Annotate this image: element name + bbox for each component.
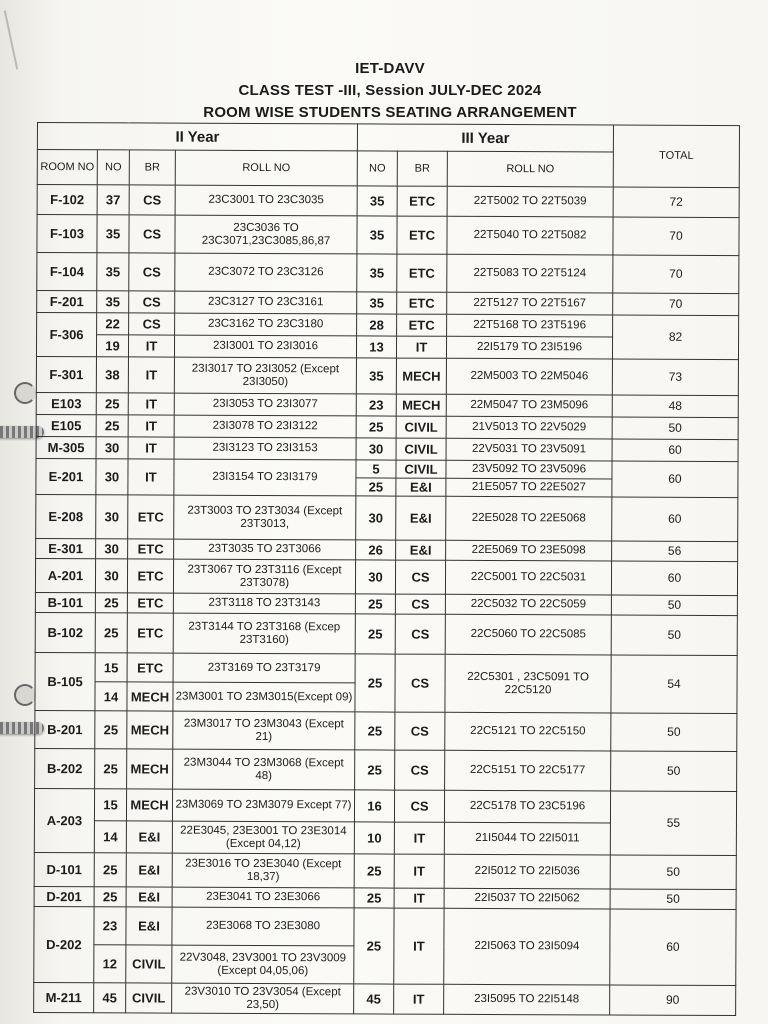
year2-branch-cell: CIVIL [126,945,172,983]
seating-table [33,122,740,1016]
room-number-cell: B-201 [35,710,95,748]
year3-count-cell: 30 [356,496,396,540]
year2-branch-cell: CS [129,185,175,215]
year3-branch-cell: IT [394,888,444,908]
year2-roll-cell: 23I3123 TO 23I3153 [174,437,356,460]
year2-roll-cell: 23C3162 TO 23C3180 [175,313,357,336]
room-number-cell: E-201 [36,458,96,494]
year3-count-cell: 23 [356,394,396,416]
table-row [36,356,738,395]
year2-branch-cell: CS [129,291,175,313]
year3-branch-cell: CS [395,712,445,750]
year3-roll-cell: 22V5031 TO 23V5091 [446,438,612,461]
year3-roll-cell: 22C5060 TO 22C5085 [445,614,611,655]
year3-count-cell: 35 [357,216,397,254]
year3-count-cell: 35 [357,292,397,314]
year3-roll-cell: 23I5095 TO 22I5148 [444,984,610,1015]
total-cell: 50 [611,713,737,752]
punch-hole [14,382,36,404]
year3-branch-cell: ETC [397,254,447,292]
year2-count-cell: 23 [94,907,126,945]
year3-count-cell: 25 [356,416,396,438]
table-row [35,612,737,655]
year3-branch-cell: IT [394,854,444,888]
year3-count-cell: 30 [356,438,396,460]
total-cell: 73 [612,359,738,396]
year2-roll-cell: 23E3016 TO 23E3040 (Except 18,37) [172,853,354,888]
total-cell: 56 [612,541,738,562]
year2-roll-cell: 23T3169 TO 23T3179 [173,653,355,683]
year3-count-cell: 45 [354,984,394,1014]
year3-count-cell: 16 [354,790,394,822]
table-row [36,494,738,541]
seating-rows [34,185,740,1016]
total-cell: 50 [611,751,737,792]
year2-branch-cell: ETC [127,653,173,682]
year3-roll-cell: 22T5168 TO 23T5196 [447,314,613,337]
table-row [37,313,739,338]
year3-count-cell: 25 [355,750,395,790]
table-row [36,414,738,439]
year-2-header: II Year [37,123,357,151]
year2-roll-cell: 23T3003 TO 23T3034 (Except 23T3013, [174,495,356,540]
no-header: NO [357,151,397,186]
year2-count-cell: 37 [97,185,129,215]
table-row [34,852,736,889]
year3-roll-cell: 22I5012 TO 22I5036 [444,854,610,889]
year3-roll-cell: 21I5044 TO 22I5011 [444,822,610,855]
year3-roll-cell: 22I5063 TO 23I5094 [444,908,610,985]
year2-count-cell: 14 [94,821,126,853]
year3-count-cell: 10 [354,822,394,854]
room-number-cell: A-201 [35,558,95,592]
roll-no-header: ROLL NO [447,151,613,187]
year2-branch-cell: MECH [126,789,172,821]
room-number-cell: E105 [36,414,96,436]
room-no-header: ROOM NO [37,150,97,185]
table-row [34,906,736,947]
year2-branch-cell: E&I [126,821,172,853]
paper-fold-mark [4,10,18,69]
year3-count-cell: 35 [357,254,397,292]
year3-count-cell: 25 [354,854,394,888]
total-cell: 82 [612,315,738,360]
year2-count-cell: 15 [94,789,126,821]
year2-roll-cell: 23I3017 TO 23I3052 (Except 23I3050) [174,357,356,394]
year2-roll-cell: 23C3127 TO 23C3161 [175,291,357,314]
year3-count-cell: 5 [356,460,396,478]
punch-hole [14,684,36,706]
year2-branch-cell: CIVIL [126,983,172,1013]
total-cell: 60 [612,439,738,462]
branch-header: BR [129,150,175,185]
year2-count-cell: 25 [96,415,128,437]
year2-branch-cell: ETC [127,593,173,613]
year2-branch-cell: IT [128,335,174,357]
table-row [35,748,737,791]
year2-roll-cell: 23C3072 TO 23C3126 [175,253,357,292]
total-cell: 50 [610,889,736,910]
total-cell: 55 [610,791,736,856]
year3-branch-cell: ETC [397,186,447,216]
year2-count-cell: 25 [95,711,127,749]
year3-branch-cell: CS [394,790,444,822]
year3-roll-cell: 22T5127 TO 22T5167 [447,292,613,315]
roll-no-header: ROLL NO [175,150,357,186]
year3-count-cell: 35 [356,358,396,394]
table-row [35,558,737,595]
arrangement-title: ROOM WISE STUDENTS SEATING ARRANGEMENT [203,104,577,121]
room-number-cell: E-208 [36,494,96,538]
year3-count-cell: 25 [356,478,396,496]
year3-branch-cell: ETC [397,216,447,254]
year2-branch-cell: MECH [127,682,173,711]
room-number-cell: B-105 [35,652,95,710]
year2-branch-cell: ETC [127,559,173,593]
year2-count-cell: 25 [94,887,126,907]
year3-count-cell: 35 [357,186,397,216]
year2-roll-cell: 23E3068 TO 23E3080 [172,907,354,946]
year3-roll-cell: 22C5178 TO 23C5196 [444,790,610,823]
year2-branch-cell: E&I [126,887,172,907]
year3-branch-cell: MECH [396,358,446,394]
year3-roll-cell: 22T5040 TO 22T5082 [447,216,613,255]
year3-branch-cell: CS [395,560,445,594]
year2-count-cell: 38 [96,357,128,393]
year2-branch-cell: IT [128,415,174,437]
year3-branch-cell: CS [395,750,445,790]
year3-roll-cell: 22C5001 TO 22C5031 [445,560,611,595]
year2-count-cell: 30 [96,437,128,459]
year2-count-cell: 30 [96,459,128,495]
year2-count-cell: 25 [94,853,126,887]
test-session-title: CLASS TEST -III, Session JULY-DEC 2024 [238,82,542,99]
year2-roll-cell: 23T3035 TO 23T3066 [174,539,356,560]
room-number-cell: D-201 [34,886,94,906]
year2-count-cell: 45 [94,983,126,1013]
year3-roll-cell: 22I5179 TO 23I5196 [446,336,612,359]
year2-branch-cell: ETC [128,495,174,539]
table-row [35,652,737,684]
room-number-cell: A-203 [34,788,94,852]
total-cell: 70 [613,293,739,316]
year2-count-cell: 19 [96,335,128,357]
total-cell: 90 [610,985,736,1016]
year3-branch-cell: IT [394,822,444,854]
year2-roll-cell: 23I3154 TO 23I3179 [174,459,356,496]
room-number-cell: B-102 [35,612,95,652]
year2-roll-cell: 23I3053 TO 23I3077 [174,393,356,416]
year2-roll-cell: 22E3045, 23E3001 TO 23E3014 (Except 04,12) [172,821,354,854]
room-number-cell: M-211 [34,982,94,1012]
year2-count-cell: 14 [95,682,127,711]
year2-roll-cell: 23I3001 TO 23I3016 [174,335,356,358]
year3-count-cell: 25 [355,712,395,750]
total-cell: 60 [612,461,738,498]
year3-branch-cell: IT [396,336,446,358]
total-cell: 50 [612,417,738,440]
year2-count-cell: 15 [95,653,127,682]
total-cell: 60 [612,497,738,542]
year3-roll-cell: 22I5037 TO 22I5062 [444,888,610,909]
year3-count-cell: 26 [356,540,396,560]
year2-roll-cell: 23E3041 TO 23E3066 [172,887,354,908]
room-number-cell: F-102 [37,185,97,215]
year2-count-cell: 35 [97,291,129,313]
year2-count-cell: 25 [95,613,127,653]
year2-count-cell: 35 [97,215,129,253]
total-header: TOTAL [613,125,739,188]
year3-branch-cell: E&I [396,478,446,496]
year3-count-cell: 28 [357,314,397,336]
total-cell: 50 [611,595,737,616]
total-cell: 50 [610,855,736,890]
year2-roll-cell: 22V3048, 23V3001 TO 23V3009 (Except 04,05,06) [172,945,354,984]
year3-branch-cell: CIVIL [396,438,446,460]
year3-roll-cell: 22T5083 TO 22T5124 [447,254,613,293]
room-number-cell: F-306 [36,313,96,357]
year2-branch-cell: E&I [126,853,172,887]
table-row [37,291,739,316]
total-cell: 54 [611,655,737,714]
table-row [37,253,739,294]
year3-branch-cell: MECH [396,394,446,416]
year3-branch-cell: IT [394,984,444,1014]
total-cell: 60 [611,561,737,596]
year-3-header: III Year [357,124,613,152]
year3-roll-cell: 21V5013 TO 22V5029 [446,416,612,439]
year2-count-cell: 35 [97,253,129,291]
room-number-cell: E103 [36,392,96,414]
branch-header: BR [397,151,447,186]
total-cell: 48 [612,395,738,418]
year3-roll-cell: 22C5301 , 23C5091 TO 22C5120 [445,654,611,713]
year2-roll-cell: 23I3078 TO 23I3122 [174,415,356,438]
year3-branch-cell: CS [395,614,445,654]
year2-roll-cell: 23C3036 TO 23C3071,23C3085,86,87 [175,215,357,254]
year2-count-cell: 30 [96,495,128,539]
year3-branch-cell: ETC [397,314,447,336]
room-number-cell: D-101 [34,852,94,886]
year3-count-cell: 25 [354,888,394,908]
year2-branch-cell: ETC [127,613,173,653]
institute-name: IET-DAVV [355,60,425,77]
total-cell: 70 [613,217,739,256]
year2-branch-cell: CS [129,215,175,253]
year3-count-cell: 25 [355,654,395,712]
table-row [37,185,739,218]
total-cell: 60 [610,909,736,986]
year3-roll-cell: 21E5057 TO 22E5027 [446,478,612,497]
year2-branch-cell: IT [128,437,174,459]
year2-roll-cell: 23M3069 TO 23M3079 Except 77) [172,789,354,822]
table-row [36,392,738,417]
year2-roll-cell: 23T3067 TO 23T3116 (Except 23T3078) [173,559,355,594]
year3-roll-cell: 22M5047 TO 23M5096 [446,394,612,417]
table-row [34,788,736,823]
year3-count-cell: 25 [355,614,395,654]
year3-roll-cell: 22T5002 TO 22T5039 [447,186,613,217]
year3-roll-cell: 22C5032 TO 22C5059 [445,594,611,615]
year2-branch-cell: MECH [127,749,173,789]
year2-roll-cell: 23M3017 TO 23M3043 (Except 21) [173,711,355,750]
year3-branch-cell: E&I [396,496,446,540]
year2-roll-cell: 23V3010 TO 23V3054 (Except 23,50) [172,983,354,1014]
table-row [36,458,738,479]
year2-roll-cell: 23M3044 TO 23M3068 (Except 48) [173,749,355,790]
document-header [40,58,740,124]
year2-branch-cell: IT [128,393,174,415]
year2-count-cell: 12 [94,945,126,983]
year3-count-cell: 25 [354,908,394,984]
year3-count-cell: 30 [355,560,395,594]
room-number-cell: B-101 [35,592,95,612]
room-number-cell: F-104 [37,253,97,291]
year2-roll-cell: 23T3118 TO 23T3143 [173,593,355,614]
total-cell: 72 [613,187,739,218]
year3-branch-cell: CIVIL [396,416,446,438]
year3-branch-cell: CS [395,594,445,614]
year3-branch-cell: ETC [397,292,447,314]
year2-count-cell: 22 [97,313,129,335]
year2-branch-cell: MECH [127,711,173,749]
year3-roll-cell: 22E5069 TO 23E5098 [446,540,612,561]
year2-branch-cell: E&I [126,907,172,945]
year2-branch-cell: IT [128,357,174,393]
year2-branch-cell: ETC [128,539,174,559]
year3-branch-cell: E&I [396,540,446,560]
total-cell: 50 [611,615,737,656]
year2-roll-cell: 23M3001 TO 23M3015(Except 09) [173,682,355,712]
year2-count-cell: 25 [96,393,128,415]
year3-roll-cell: 22C5151 TO 22C5177 [445,750,611,791]
year3-branch-cell: CS [395,654,445,712]
year3-roll-cell: 22M5003 TO 22M5046 [446,358,612,395]
year3-count-cell: 13 [356,336,396,358]
table-row [37,215,739,256]
room-number-cell: B-202 [35,748,95,788]
year3-roll-cell: 22E5028 TO 22E5068 [446,496,612,541]
room-number-cell: M-305 [36,436,96,458]
room-number-cell: D-202 [34,906,94,982]
year2-branch-cell: IT [128,459,174,495]
year3-branch-cell: IT [394,908,444,984]
total-cell: 70 [613,255,739,294]
year3-roll-cell: 22C5121 TO 22C5150 [445,712,611,751]
room-number-cell: F-201 [37,291,97,313]
room-number-cell: F-301 [36,356,96,392]
year2-roll-cell: 23T3144 TO 23T3168 (Excep 23T3160) [173,613,355,654]
year2-count-cell: 25 [95,749,127,789]
year2-count-cell: 30 [96,539,128,559]
room-number-cell: F-103 [37,215,97,253]
table-row [34,982,736,1015]
table-row [35,710,737,751]
year2-count-cell: 25 [95,593,127,613]
year2-roll-cell: 23C3001 TO 23C3035 [175,185,357,216]
year3-branch-cell: CIVIL [396,460,446,478]
year2-branch-cell: CS [129,253,175,291]
year2-branch-cell: CS [129,313,175,335]
year3-count-cell: 25 [355,594,395,614]
table-row [36,436,738,461]
no-header: NO [97,150,129,185]
year3-roll-cell: 23V5092 TO 23V5096 [446,460,612,479]
year2-count-cell: 30 [95,559,127,593]
room-number-cell: E-301 [36,538,96,558]
